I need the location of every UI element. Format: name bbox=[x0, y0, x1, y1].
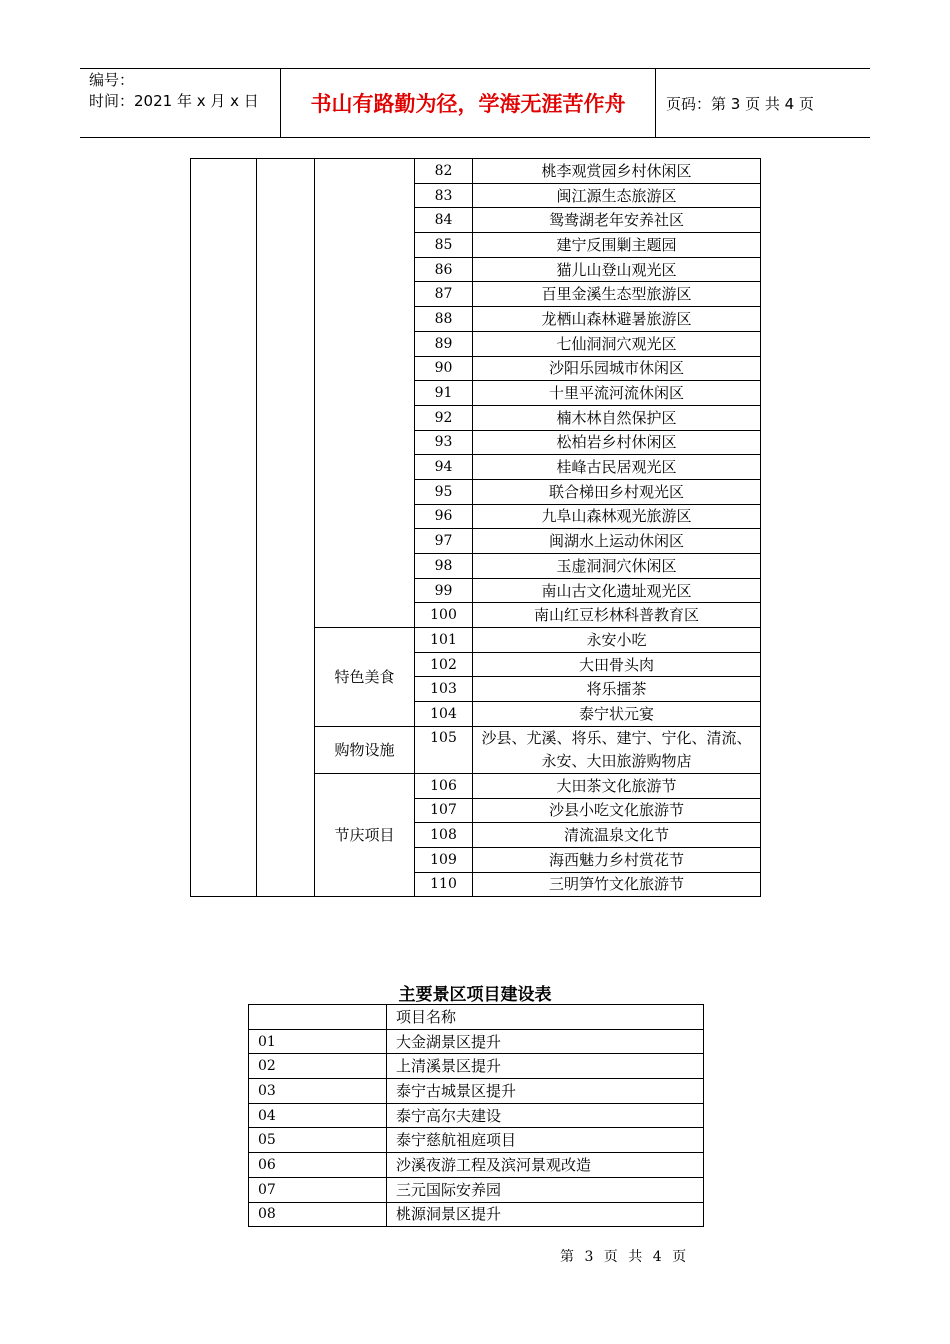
row-number: 83 bbox=[415, 183, 473, 208]
project-name: 桃源洞景区提升 bbox=[387, 1202, 704, 1227]
row-number: 109 bbox=[415, 847, 473, 872]
category-festival: 节庆项目 bbox=[315, 773, 415, 896]
header-name-cell: 项目名称 bbox=[387, 1005, 704, 1030]
row-name: 松柏岩乡村休闲区 bbox=[473, 430, 761, 455]
row-number: 93 bbox=[415, 430, 473, 455]
row-name: 楠木林自然保护区 bbox=[473, 405, 761, 430]
project-name: 大金湖景区提升 bbox=[387, 1029, 704, 1054]
row-name: 建宁反围剿主题园 bbox=[473, 233, 761, 258]
project-code: 04 bbox=[249, 1103, 387, 1128]
row-name: 海西魅力乡村赏花节 bbox=[473, 847, 761, 872]
row-name: 沙县小吃文化旅游节 bbox=[473, 798, 761, 823]
row-number: 101 bbox=[415, 628, 473, 653]
time-label: 时间：2021 年 x 月 x 日 bbox=[89, 92, 259, 110]
page-footer: 第 3 页 共 4 页 bbox=[560, 1249, 687, 1265]
category-food: 特色美食 bbox=[315, 628, 415, 727]
category-shopping: 购物设施 bbox=[315, 726, 415, 773]
construction-table-title: 主要景区项目建设表 bbox=[398, 985, 552, 1005]
project-name: 泰宁慈航祖庭项目 bbox=[387, 1128, 704, 1153]
row-number: 107 bbox=[415, 798, 473, 823]
table-row bbox=[249, 1079, 704, 1104]
row-name: 泰宁状元宴 bbox=[473, 702, 761, 727]
row-number: 105 bbox=[415, 726, 473, 773]
blank-col-1 bbox=[191, 159, 257, 897]
row-name: 龙栖山森林避暑旅游区 bbox=[473, 307, 761, 332]
row-name: 九阜山森林观光旅游区 bbox=[473, 504, 761, 529]
project-name: 沙溪夜游工程及滨河景观改造 bbox=[387, 1153, 704, 1178]
row-number: 94 bbox=[415, 455, 473, 480]
row-name: 沙阳乐园城市休闲区 bbox=[473, 356, 761, 381]
row-name: 桂峰古民居观光区 bbox=[473, 455, 761, 480]
row-number: 106 bbox=[415, 773, 473, 798]
row-name: 南山古文化遗址观光区 bbox=[473, 578, 761, 603]
page-header bbox=[80, 68, 870, 138]
project-code: 07 bbox=[249, 1177, 387, 1202]
row-number: 95 bbox=[415, 479, 473, 504]
category-blank bbox=[315, 159, 415, 628]
row-name: 清流温泉文化节 bbox=[473, 823, 761, 848]
row-name: 玉虚洞洞穴休闲区 bbox=[473, 554, 761, 579]
row-name: 沙县、尤溪、将乐、建宁、宁化、清流、永安、大田旅游购物店 bbox=[473, 726, 761, 773]
table-row bbox=[249, 1054, 704, 1079]
header-meta bbox=[80, 69, 281, 137]
row-number: 98 bbox=[415, 554, 473, 579]
row-name: 十里平流河流休闲区 bbox=[473, 381, 761, 406]
row-name: 大田骨头肉 bbox=[473, 652, 761, 677]
row-name: 鸳鸯湖老年安养社区 bbox=[473, 208, 761, 233]
table-row bbox=[249, 1177, 704, 1202]
construction-table bbox=[248, 1004, 704, 1227]
row-name: 南山红豆杉林科普教育区 bbox=[473, 603, 761, 628]
row-number: 87 bbox=[415, 282, 473, 307]
row-name: 猫儿山登山观光区 bbox=[473, 257, 761, 282]
table-header-row bbox=[249, 1005, 704, 1030]
row-number: 104 bbox=[415, 702, 473, 727]
table-row bbox=[191, 159, 761, 184]
row-name: 闽江源生态旅游区 bbox=[473, 183, 761, 208]
project-code: 08 bbox=[249, 1202, 387, 1227]
row-name: 闽湖水上运动休闲区 bbox=[473, 529, 761, 554]
row-number: 86 bbox=[415, 257, 473, 282]
row-name: 七仙洞洞穴观光区 bbox=[473, 331, 761, 356]
table-row bbox=[249, 1029, 704, 1054]
row-number: 110 bbox=[415, 872, 473, 897]
row-name: 三明笋竹文化旅游节 bbox=[473, 872, 761, 897]
table-row bbox=[249, 1202, 704, 1227]
attractions-table bbox=[190, 158, 761, 897]
row-number: 89 bbox=[415, 331, 473, 356]
row-number: 108 bbox=[415, 823, 473, 848]
blank-col-2 bbox=[257, 159, 315, 897]
row-number: 92 bbox=[415, 405, 473, 430]
row-name: 百里金溪生态型旅游区 bbox=[473, 282, 761, 307]
project-name: 泰宁高尔夫建设 bbox=[387, 1103, 704, 1128]
number-label: 编号： bbox=[89, 71, 135, 89]
row-number: 88 bbox=[415, 307, 473, 332]
row-number: 91 bbox=[415, 381, 473, 406]
row-number: 85 bbox=[415, 233, 473, 258]
row-number: 84 bbox=[415, 208, 473, 233]
row-name: 桃李观赏园乡村休闲区 bbox=[473, 159, 761, 184]
row-name: 永安小吃 bbox=[473, 628, 761, 653]
project-code: 03 bbox=[249, 1079, 387, 1104]
header-code-cell bbox=[249, 1005, 387, 1030]
project-code: 06 bbox=[249, 1153, 387, 1178]
row-number: 102 bbox=[415, 652, 473, 677]
project-code: 02 bbox=[249, 1054, 387, 1079]
project-code: 05 bbox=[249, 1128, 387, 1153]
row-number: 103 bbox=[415, 677, 473, 702]
project-name: 三元国际安养园 bbox=[387, 1177, 704, 1202]
table-row bbox=[249, 1153, 704, 1178]
row-number: 97 bbox=[415, 529, 473, 554]
row-number: 96 bbox=[415, 504, 473, 529]
row-name: 联合梯田乡村观光区 bbox=[473, 479, 761, 504]
row-name: 大田茶文化旅游节 bbox=[473, 773, 761, 798]
row-number: 99 bbox=[415, 578, 473, 603]
project-name: 上清溪景区提升 bbox=[387, 1054, 704, 1079]
row-number: 82 bbox=[415, 159, 473, 184]
project-code: 01 bbox=[249, 1029, 387, 1054]
table-row bbox=[249, 1103, 704, 1128]
header-page-label: 页码：第 3 页 共 4 页 bbox=[666, 94, 814, 113]
row-name: 将乐擂茶 bbox=[473, 677, 761, 702]
table-row bbox=[249, 1128, 704, 1153]
row-number: 100 bbox=[415, 603, 473, 628]
project-name: 泰宁古城景区提升 bbox=[387, 1079, 704, 1104]
row-number: 90 bbox=[415, 356, 473, 381]
header-motto: 书山有路勤为径，学海无涯苦作舟 bbox=[281, 69, 656, 137]
